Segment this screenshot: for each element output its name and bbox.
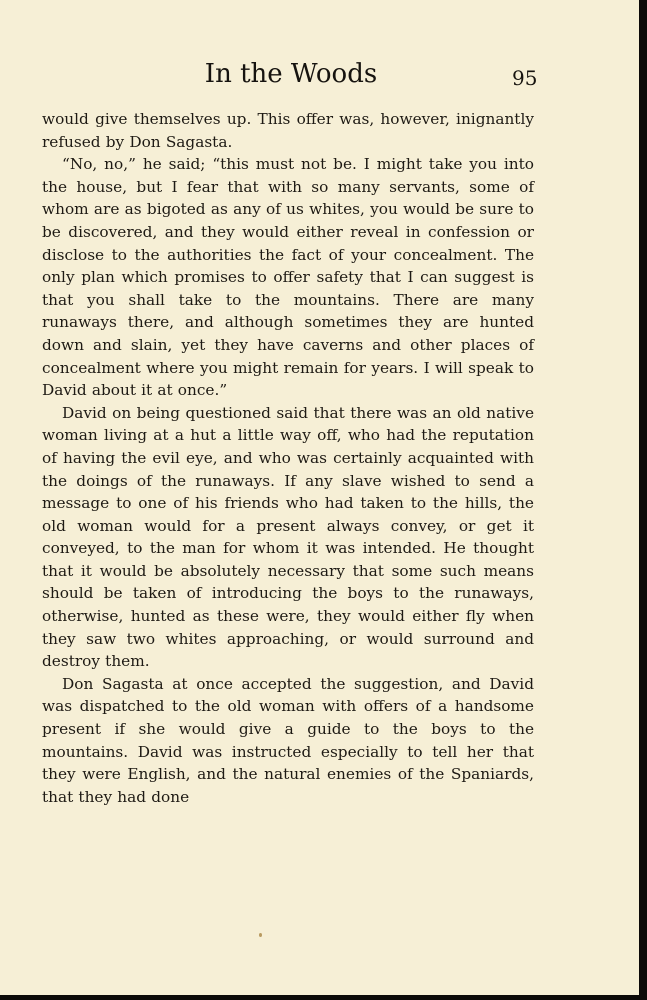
page-number: 95 <box>512 66 538 90</box>
scan-edge-bottom <box>0 995 647 1000</box>
scan-edge-right <box>639 0 647 1000</box>
running-title: In the Woods <box>204 59 378 89</box>
page-header <box>0 56 647 96</box>
paragraph: David on being questioned said that there was an old native woman living at a hut a little way off, who had the reputation of having the evil eye, and who was certainly acquainted with the doings of the runaways. If any slave wished to send a message to one of his friends who had taken to the hills, the old woman would for a present always convey, or get it conveyed, to the man for whom it was intended. He thought that it would be absolutely necessary that some such means should be taken of introducing the boys to the runaways, otherwise, hunted as these were, they would either fly when they saw two whites approaching, or would surround and destroy them. <box>42 403 534 671</box>
body-text <box>42 108 534 808</box>
paper-speck <box>259 933 262 937</box>
paragraph-continuation: would give themselves up. This offer was, however, inignantly refused by Don Sagasta. <box>42 110 534 151</box>
paragraph: Don Sagasta at once accepted the suggestion, and David was dispatched to the old woman with offers of a handsome present if she would give a guide to the boys to the mountains. David was instructed especially to tell her that they were English, and the natural enemies of the Spaniards, that they had done <box>42 674 534 806</box>
paragraph: “No, no,” he said; “this must not be. I might take you into the house, but I fear that with so many servants, some of whom are as bigoted as any of us whites, you would be sure to be discovered, and they would either reveal in confession or disclose to the authorities the fact of your concealment. The only plan which promises to offer safety that I can suggest is that you shall take to the mountains. There are many runaways there, and although sometimes they are hunted down and slain, yet they have caverns and other places of concealment where you might remain for years. I will speak to David about it at once.” <box>42 155 534 400</box>
